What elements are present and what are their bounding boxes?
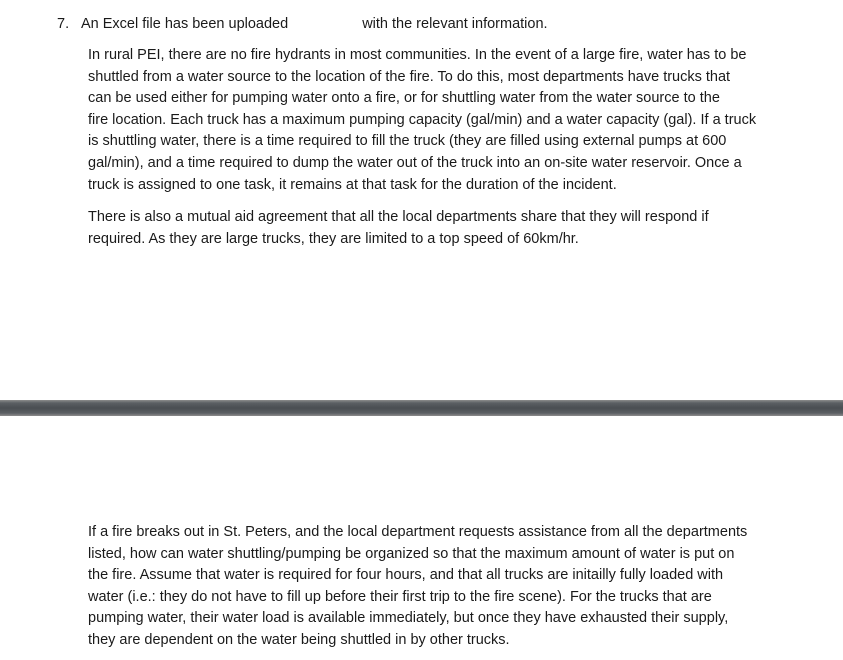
question-intro-end: with the relevant information. (362, 16, 548, 32)
text-line: water (i.e.: they do not have to fill up before their first trip to the fire scene). For the trucks that are (88, 588, 712, 605)
question-number: 7. (57, 16, 70, 32)
text-line: the fire. Assume that water is required for four hours, and that all trucks are initailly fully loaded with (88, 567, 724, 584)
text-line: is shuttling water, there is a time required to fill the truck (they are filled using external pumps at 600 (88, 133, 727, 150)
question-intro-start: An Excel file has been uploaded (81, 16, 289, 32)
document-page-bottom (0, 416, 843, 660)
text-line: they are dependent on the water being shuttled in by other trucks. (88, 631, 510, 648)
text-line: fire location. Each truck has a maximum pumping capacity (gal/min) and a water capacity (gal). If a truck (88, 111, 757, 128)
text-line: If a fire breaks out in St. Peters, and the local department requests assistance from all the departments (88, 524, 748, 540)
text-line: pumping water, their water load is available immediately, but once they have exhausted their supply, (88, 610, 729, 627)
text-line: gal/min), and a time required to dump the water out of the truck into an on-site water reservoir. Once a (88, 154, 742, 171)
text-line: shuttled from a water source to the location of the fire. To do this, most departments have trucks that (88, 68, 731, 85)
text-line: can be used either for pumping water onto a fire, or for shuttling water from the water source to the (88, 90, 720, 107)
paragraph-rural-pei (88, 45, 788, 196)
paragraph-st-peters-question (88, 522, 788, 652)
page-separator (0, 400, 843, 416)
question-7-heading (57, 14, 548, 34)
text-line: truck is assigned to one task, it remains at that task for the duration of the incident. (88, 176, 617, 193)
text-line: There is also a mutual aid agreement that all the local departments share that they will respond if (88, 209, 709, 225)
text-line: required. As they are large trucks, they are limited to a top speed of 60km/hr. (88, 230, 579, 247)
paragraph-mutual-aid (88, 207, 788, 250)
text-line: listed, how can water shuttling/pumping be organized so that the maximum amount of water is put on (88, 545, 735, 562)
text-line: In rural PEI, there are no fire hydrants in most communities. In the event of a large fire, water has to be (88, 47, 747, 63)
